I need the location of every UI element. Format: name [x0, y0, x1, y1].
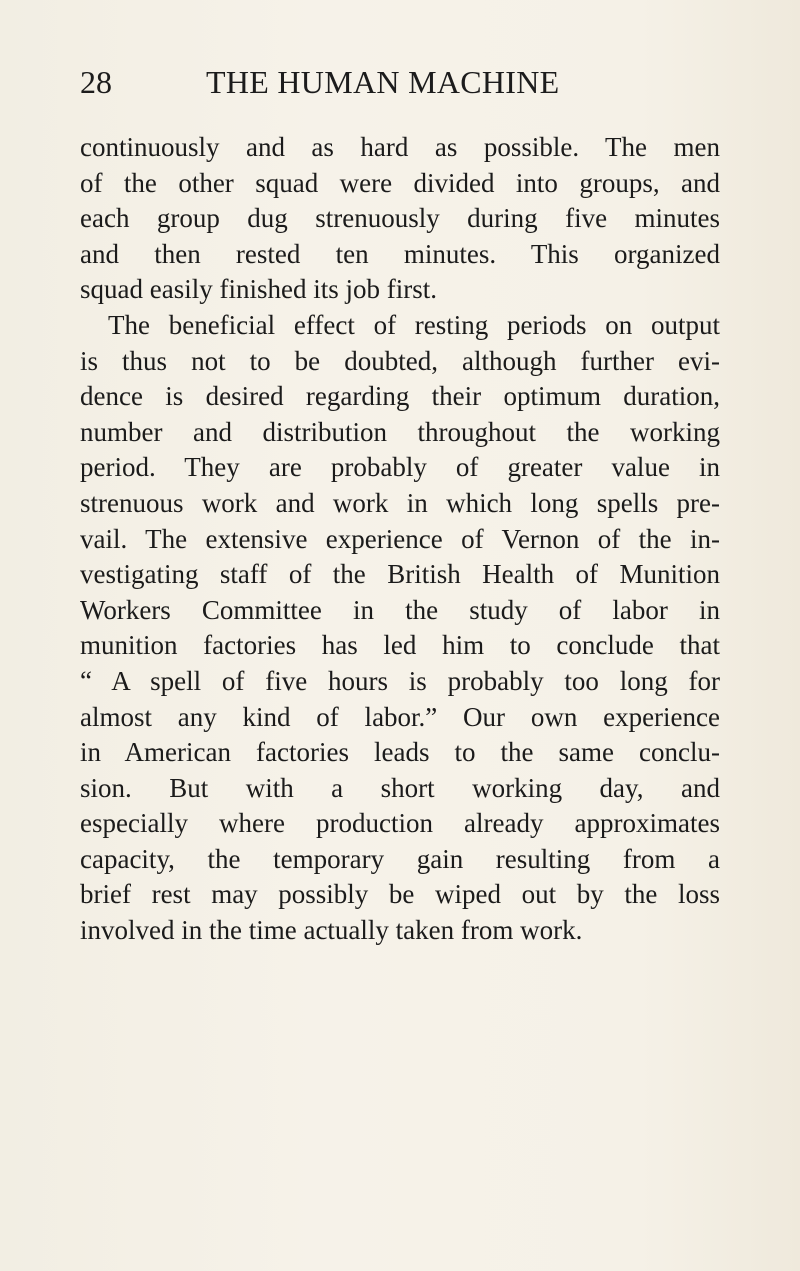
text-line: each group dug strenuously during five minutes — [80, 203, 720, 234]
text-line: dence is desired regarding their optimum duration, — [80, 381, 720, 412]
text-line: period. They are probably of greater value in — [80, 452, 720, 483]
text-line: and then rested ten minutes. This organized — [80, 238, 720, 269]
text-line: strenuous work and work in which long spells pre- — [80, 487, 720, 518]
text-line: in American factories leads to the same conclu- — [80, 737, 720, 768]
text-line: The beneficial effect of resting periods on output — [108, 309, 720, 340]
text-line: “ A spell of five hours is probably too long for — [80, 665, 720, 696]
running-title: THE HUMAN MACHINE — [206, 64, 560, 100]
text-line: brief rest may possibly be wiped out by the loss — [80, 879, 720, 910]
text-line: almost any kind of labor.” Our own experience — [80, 701, 720, 732]
text-line: continuously and as hard as possible. The men — [80, 132, 720, 162]
text-line: involved in the time actually taken from work. — [80, 915, 583, 946]
text-line: squad easily finished its job first. — [80, 274, 437, 305]
text-line: vail. The extensive experience of Vernon of the in- — [80, 523, 720, 554]
text-line: number and distribution throughout the working — [80, 416, 720, 447]
text-line: munition factories has led him to conclude that — [80, 630, 720, 661]
text-line: sion. But with a short working day, and — [80, 772, 720, 803]
running-head — [80, 64, 730, 108]
text-line: capacity, the temporary gain resulting from a — [80, 843, 720, 874]
text-line: of the other squad were divided into groups, and — [80, 167, 720, 198]
body-text — [80, 130, 720, 949]
page-number: 28 — [80, 64, 112, 100]
text-line: especially where production already approximates — [80, 808, 720, 839]
text-line: Workers Committee in the study of labor in — [80, 594, 720, 625]
text-line: vestigating staff of the British Health of Munition — [80, 559, 720, 590]
text-line: is thus not to be doubted, although further evi- — [80, 345, 720, 376]
